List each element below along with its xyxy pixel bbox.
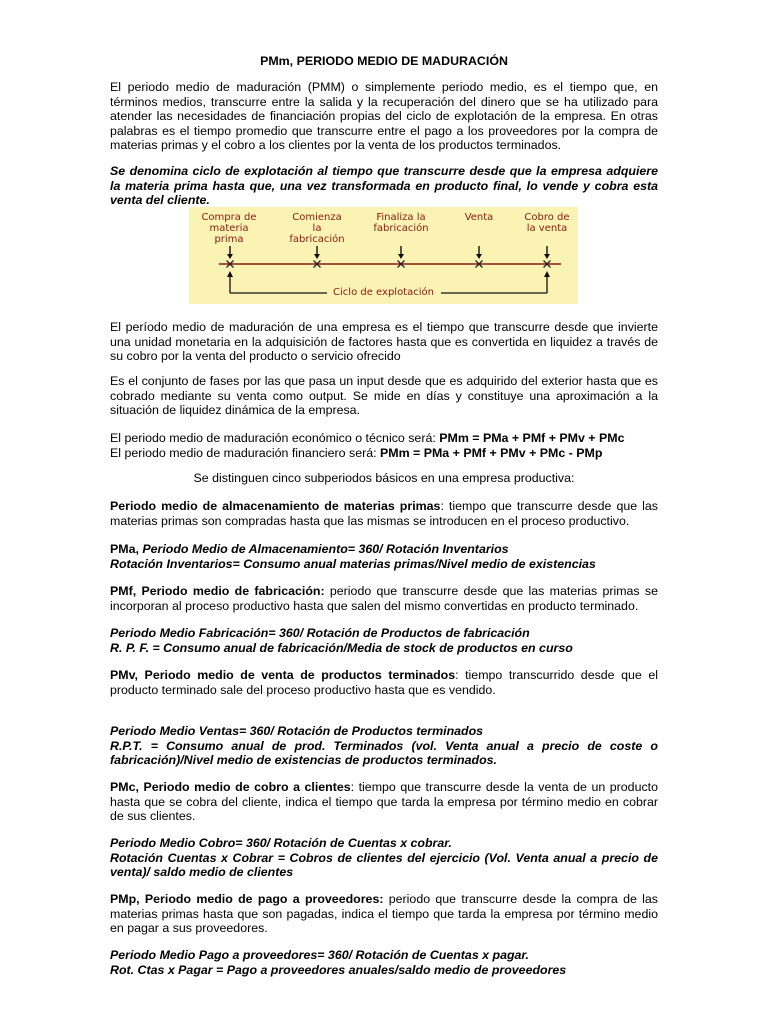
pmf-description: PMf, Periodo medio de fabricación: periodo que transcurre desde que las materias primas se incorporan al proceso productivo hasta que salen del mismo convertidas en producto terminado. bbox=[110, 584, 658, 613]
event-arrow-head-3 bbox=[476, 254, 482, 259]
formula-financial: El periodo medio de maduración financiero será: PMm = PMa + PMf + PMv + PMc - PMp bbox=[110, 445, 603, 460]
event-arrow-head-2 bbox=[398, 254, 404, 259]
event-arrow-head-0 bbox=[227, 254, 233, 259]
diagram-cycle-label: Ciclo de explotación bbox=[189, 287, 578, 298]
diagram-label-finaliza: Finaliza la fabricación bbox=[373, 212, 429, 234]
cycle-bracket-right-arrow bbox=[544, 271, 550, 277]
pmf-formulas: Periodo Medio Fabricación= 360/ Rotación de Productos de fabricación R. P. F. = Consumo anual de fabricación/Media de stock de productos en curso bbox=[110, 626, 573, 655]
diagram-label-venta: Venta bbox=[464, 212, 494, 223]
page-title: PMm, PERIODO MEDIO DE MADURACIÓN bbox=[260, 54, 508, 68]
formula-economic: El periodo medio de maduración económico o técnico será: PMm = PMa + PMf + PMv + PMc bbox=[110, 431, 625, 445]
pma-formulas: PMa, Periodo Medio de Almacenamiento= 360/ Rotación Inventarios Rotación Inventarios= Consumo anual materias primas/Nivel medio de existencias bbox=[110, 542, 596, 571]
subperiods-intro: Se distinguen cinco subperiodos básicos en una empresa productiva: bbox=[193, 471, 575, 485]
phases-paragraph: Es el conjunto de fases por las que pasa un input desde que es adquirido del exterior hasta que es cobrado mediante su venta como output. Se mide en días y constituye una aproximación a la situación de liquidez dinámica de la empresa. bbox=[110, 374, 658, 418]
diagram-label-cobro: Cobro de la venta bbox=[524, 212, 570, 234]
event-arrow-head-4 bbox=[544, 254, 550, 259]
pmm-paragraph: El período medio de maduración de una empresa es el tiempo que transcurre desde que invierte una unidad monetaria en la adquisición de factores hasta que es convertida en liquidez a través de su cobro por la venta del producto o servicio ofrecido bbox=[110, 320, 658, 364]
intro-paragraph: El periodo medio de maduración (PMM) o simplemente periodo medio, es el tiempo que, en términos medios, transcurre entre la salida y la recuperación del dinero que se ha utilizado para atender las necesidades de financiación propias del ciclo de explotación de la empresa. En otras palabras es el tiempo promedio que transcurre entre el pago a los proveedores por la compra de materias primas y el cobro a los clientes por la venta de los productos terminados. bbox=[110, 80, 658, 153]
formulas bbox=[110, 431, 658, 460]
cycle-diagram bbox=[189, 207, 578, 304]
pmp-description: PMp, Periodo medio de pago a proveedores: periodo que transcurre desde la compra de las materias primas hasta que son pagadas, indica el tiempo que tarda la empresa por término medio en pagar a sus proveedores. bbox=[110, 892, 658, 936]
diagram-label-comienza: Comienza la fabricación bbox=[289, 212, 345, 245]
pmp-formulas: Periodo Medio Pago a proveedores= 360/ Rotación de Cuentas x pagar. Rot. Ctas x Pagar = Pago a proveedores anuales/saldo medio de proveedores bbox=[110, 948, 567, 977]
cycle-definition: Se denomina ciclo de explotación al tiempo que transcurre desde que la empresa adquiere la materia prima hasta que, una vez transformada en producto final, lo vende y cobra esta venta del cliente. bbox=[110, 164, 658, 208]
pma-description: Periodo medio de almacenamiento de materias primas: tiempo que transcurre desde que las materias primas son compradas hasta que las mismas se introducen en el proceso productivo. bbox=[110, 499, 658, 528]
pmc-formulas: Periodo Medio Cobro= 360/ Rotación de Cuentas x cobrar. Rotación Cuentas x Cobrar = Cobros de clientes del ejercicio (Vol. Venta anual a precio de venta)/ saldo medio de clientes bbox=[110, 836, 658, 880]
diagram-label-compra: Compra de materia prima bbox=[201, 212, 257, 245]
pmv-description: PMv, Periodo medio de venta de productos terminados: tiempo transcurrido desde que el producto terminado sale del proceso productivo hasta que es vendido. bbox=[110, 668, 658, 697]
pmc-description: PMc, Periodo medio de cobro a clientes: tiempo que transcurre desde la venta de un producto hasta que se cobra del cliente, indica el tiempo que tarda la empresa por término medio en cobrar de sus clientes. bbox=[110, 780, 658, 824]
cycle-bracket-left-arrow bbox=[227, 271, 233, 277]
event-arrow-head-1 bbox=[314, 254, 320, 259]
pmv-formulas: Periodo Medio Ventas= 360/ Rotación de Productos terminados R.P.T. = Consumo anual de prod. Terminados (vol. Venta anual a precio de coste o fabricación)/Nivel medio de existencias de productos terminados. bbox=[110, 724, 658, 768]
